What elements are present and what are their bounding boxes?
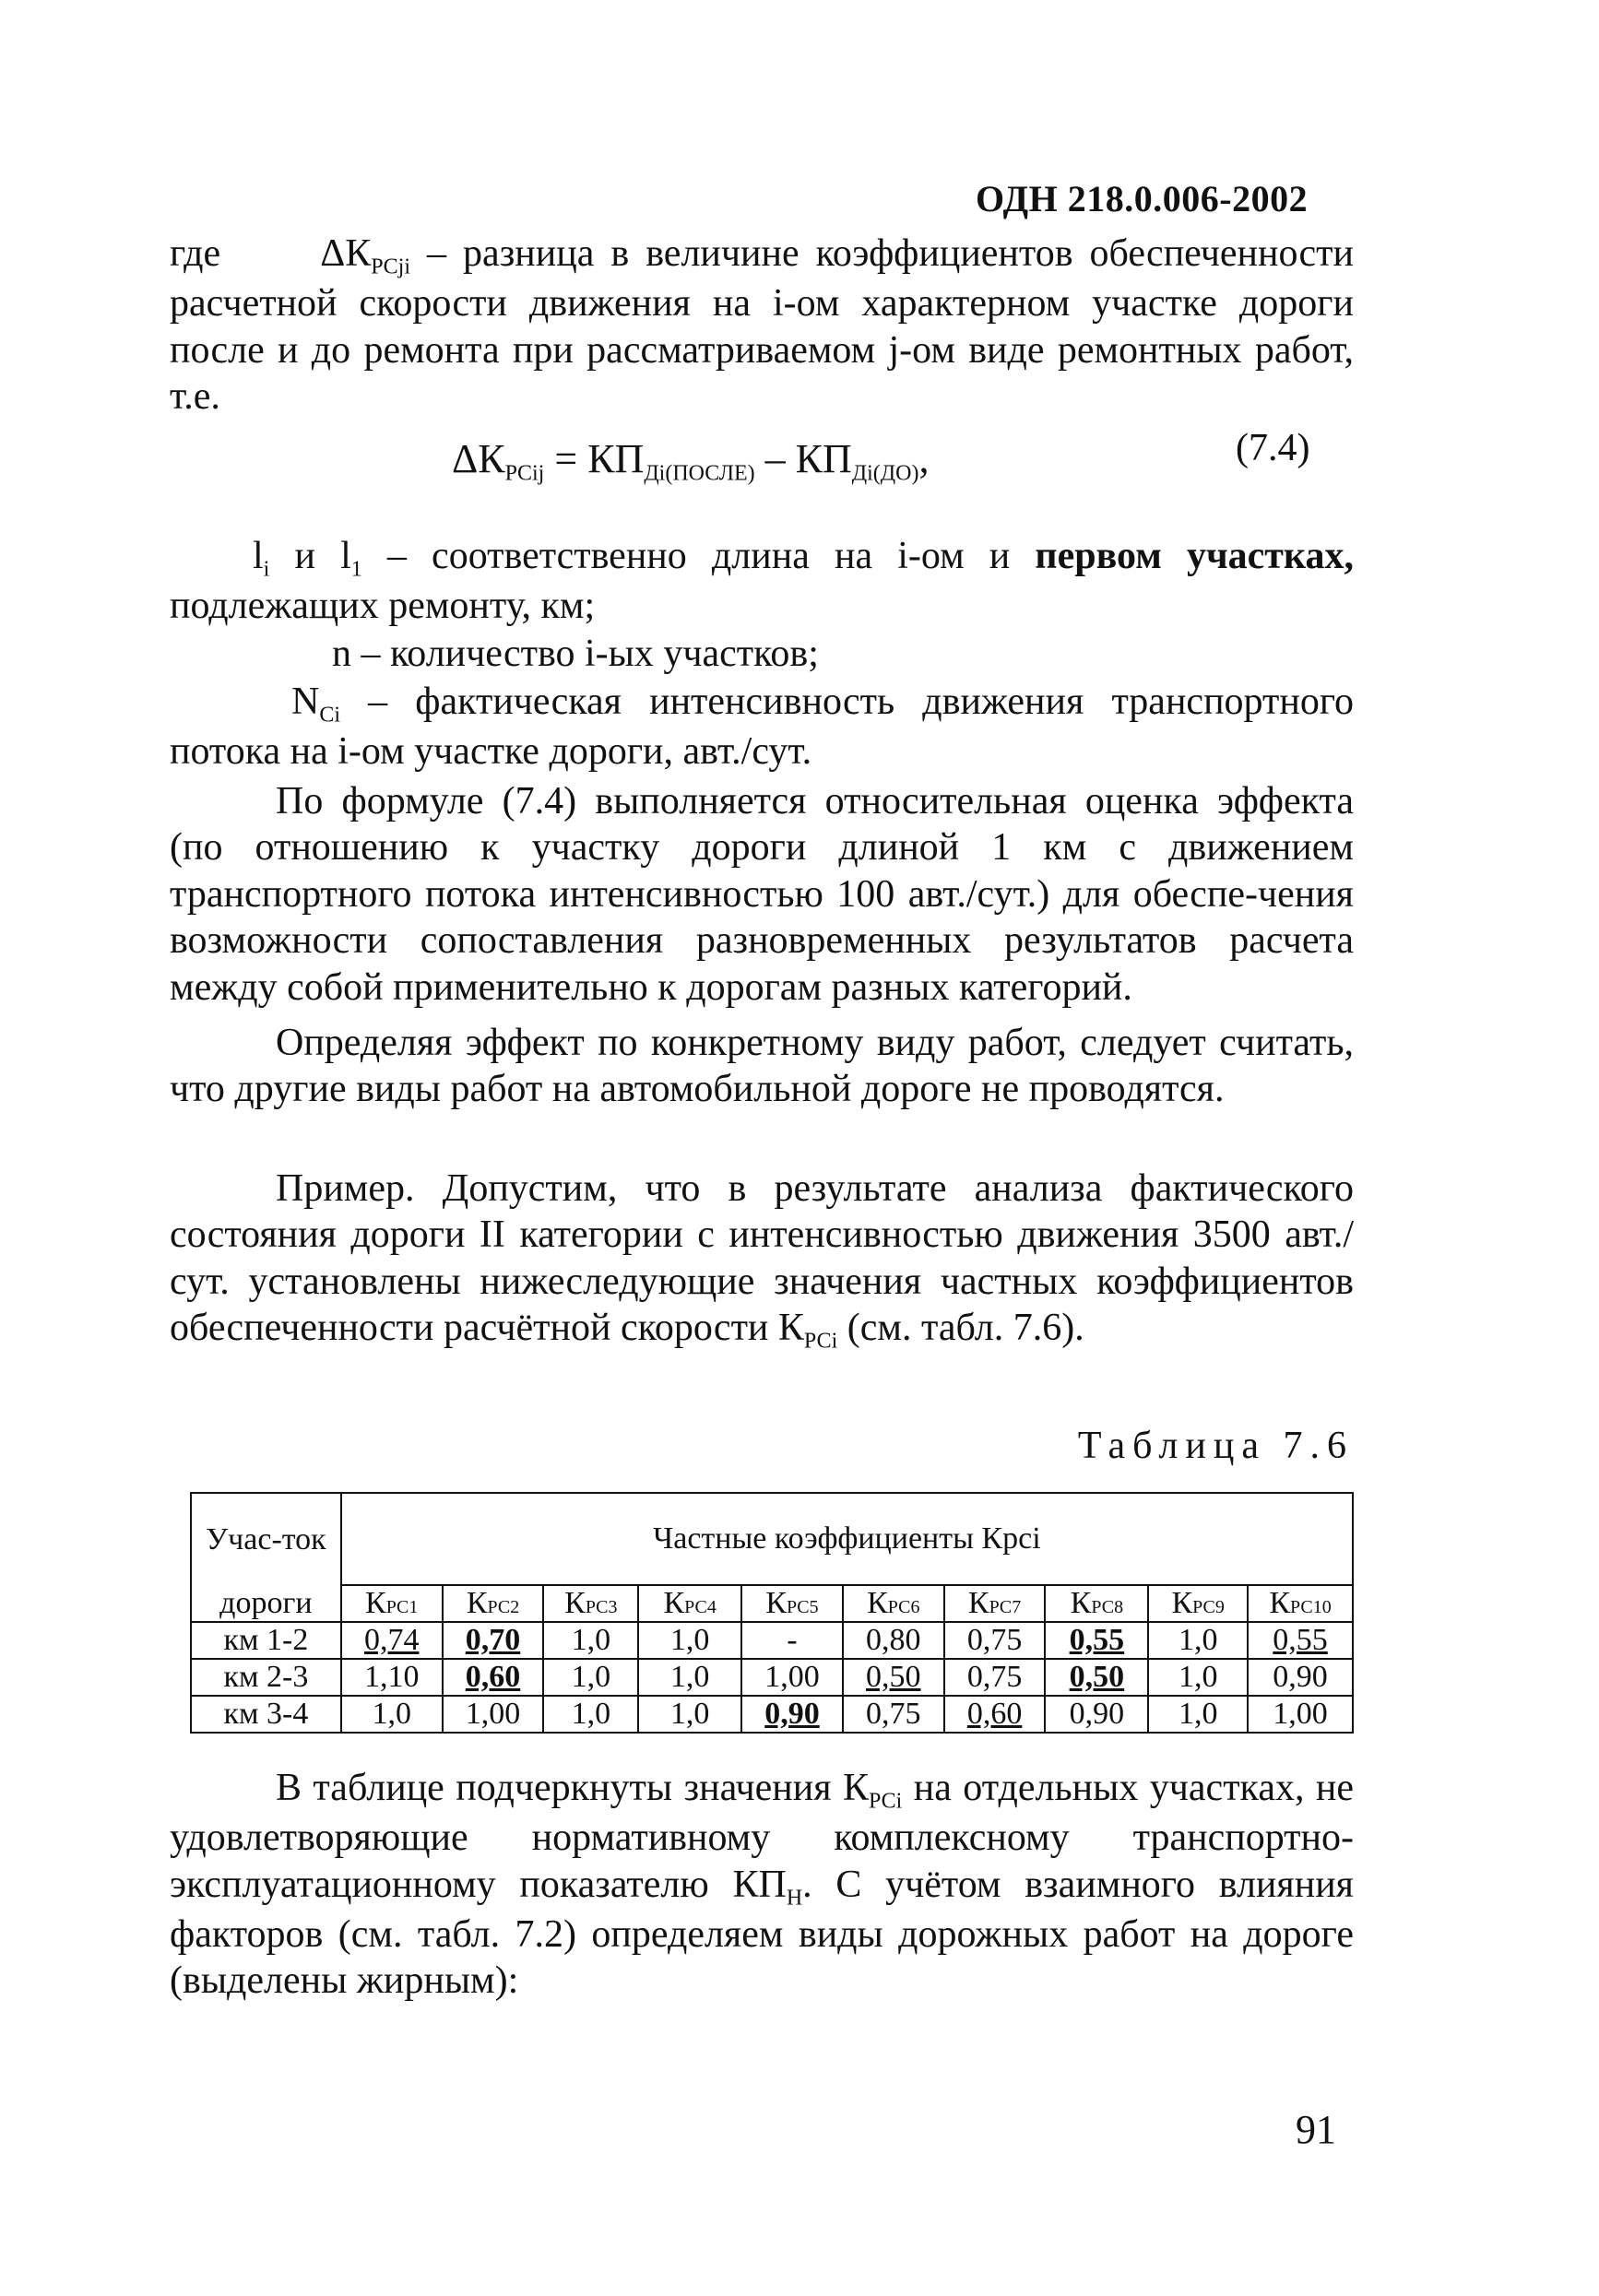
- table-caption: Таблица 7.6: [1077, 1425, 1354, 1467]
- where-word: где: [170, 232, 221, 275]
- length-i-subscript: i: [263, 557, 270, 582]
- table-cell: 1,10: [341, 1659, 443, 1696]
- table-group-header: Частные коэффициенты Крсi: [341, 1493, 1353, 1585]
- intensity-subscript: Ci: [319, 703, 341, 728]
- definition-intensity: [170, 679, 1354, 775]
- table-cell: 1,00: [443, 1696, 544, 1733]
- table-cell: 0,75: [944, 1622, 1046, 1659]
- col-header-krs6: КРС6: [843, 1585, 944, 1622]
- formula-term-2-sub: Дi(ДО): [851, 461, 919, 486]
- table-cell: 0,60: [944, 1696, 1046, 1733]
- paragraph-conclusion: [170, 1765, 1354, 2005]
- table-cell: 1,0: [543, 1622, 638, 1659]
- row-label: км 2-3: [191, 1659, 341, 1696]
- table-body: [191, 1622, 1353, 1733]
- table-corner-bottom: дороги: [191, 1585, 341, 1622]
- table-corner-top: Учас-ток: [191, 1493, 341, 1585]
- table-cell: 1,0: [638, 1622, 741, 1659]
- table-cell: 0,90: [741, 1696, 843, 1733]
- col-header-krs8: КРС8: [1045, 1585, 1148, 1622]
- document-code: ОДН 218.0.006-2002: [976, 178, 1309, 219]
- definition-delta-k: [170, 231, 1354, 420]
- table-cell: 1,0: [543, 1659, 638, 1696]
- formula-term-2: КП: [795, 436, 852, 481]
- intensity-definition: – фактическая интенсивность движения транспортного: [368, 681, 1355, 723]
- conclusion-b-sub: Н: [786, 1885, 803, 1910]
- table-row: [191, 1696, 1353, 1733]
- and-word: и: [294, 535, 315, 577]
- example-tail: (см. табл. 7.6).: [847, 1307, 1084, 1350]
- table-cell: 0,50: [843, 1659, 944, 1696]
- col-header-krs4: КРС4: [638, 1585, 741, 1622]
- row-label: км 1-2: [191, 1622, 341, 1659]
- example-subscript: РСi: [803, 1329, 838, 1354]
- paragraph-example: [170, 1166, 1354, 1355]
- length-1-subscript: 1: [350, 557, 362, 582]
- delta-k-symbol: ΔК: [320, 232, 372, 275]
- definition-count: n – количество i-ых участков;: [332, 633, 819, 675]
- formula-equals: =: [554, 436, 578, 481]
- formula-minus: –: [764, 436, 786, 481]
- example-text: Пример. Допустим, что в результате анализа фактического состояния дороги II категории с интенсивностью движения 3500 авт./сут. установлены нижеследующие значения частных коэффициентов обеспеченности расчётной скорости К: [170, 1167, 1354, 1350]
- table-cell: 1,00: [1248, 1696, 1353, 1733]
- table-cell: 0,75: [843, 1696, 944, 1733]
- col-header-krs10: КРС10: [1248, 1585, 1353, 1622]
- table-cell: 0,74: [341, 1622, 443, 1659]
- table-cell: 1,0: [638, 1696, 741, 1733]
- col-header-krs3: КРС3: [543, 1585, 638, 1622]
- table-cell: 0,70: [443, 1622, 544, 1659]
- conclusion-a: В таблице подчеркнуты значения К: [276, 1767, 870, 1809]
- table-cell: 0,75: [944, 1659, 1046, 1696]
- page-number: 91: [1296, 2107, 1336, 2152]
- col-header-krs5: КРС5: [741, 1585, 843, 1622]
- table-cell: 1,0: [1148, 1696, 1248, 1733]
- formula-term-1: КП: [587, 436, 645, 481]
- conclusion-c: . С учётом взаимного влияния факторов (см. табл. 7.2) определяем виды дорожных работ на дороге (выделены жирным):: [170, 1863, 1355, 2003]
- table-cell: 0,90: [1045, 1696, 1148, 1733]
- definition-lengths: [170, 533, 1354, 630]
- table-cell: 0,60: [443, 1659, 544, 1696]
- table-cell: -: [741, 1622, 843, 1659]
- conclusion-a-sub: РСi: [869, 1789, 903, 1814]
- delta-k-definition: – разница в величине коэффициентов обеспеченности: [427, 232, 1355, 275]
- lengths-definition-cont: подлежащих ремонту, км;: [170, 585, 596, 628]
- formula-term-1-sub: Дi(ПОСЛЕ): [644, 461, 755, 486]
- table-cell: 1,0: [1148, 1659, 1248, 1696]
- paragraph-formula-note: По формуле (7.4) выполняется относительная оценка эффекта (по отношению к участку дороги длиной 1 км с движением транспортного потока интенсивностью 100 авт./сут.) для обеспе-чения возможности сопоставления разновременных результатов расчета между собой применительно к дорогам разных категорий.: [170, 780, 1354, 1009]
- table-row: [191, 1659, 1353, 1696]
- table-cell: 0,90: [1248, 1659, 1353, 1696]
- table-row: [191, 1622, 1353, 1659]
- delta-k-subscript: РCji: [371, 254, 410, 279]
- col-header-krs2: КРС2: [443, 1585, 544, 1622]
- length-1-symbol: l: [340, 535, 351, 577]
- col-header-krs9: КРС9: [1148, 1585, 1248, 1622]
- formula-number: (7.4): [1236, 427, 1310, 469]
- conclusion-b: на отдельных участках, не удовлетворяющие нормативному комплексному транспортно-эксплуатационному показателю КП: [170, 1767, 1354, 1906]
- table-cell: 1,0: [341, 1696, 443, 1733]
- formula-comma: ,: [918, 436, 930, 481]
- intensity-symbol: N: [291, 681, 320, 723]
- paragraph-effect: Определяя эффект по конкретному виду работ, следует считать, что другие виды работ на автомобильной дороге не проводятся.: [170, 1022, 1354, 1111]
- table-cell: 1,00: [741, 1659, 843, 1696]
- intensity-definition-cont: потока на i-ом участке дороги, авт./сут.: [170, 730, 812, 774]
- lengths-definition-bold: первом участках,: [1035, 535, 1354, 577]
- row-label: км 3-4: [191, 1696, 341, 1733]
- formula-lhs-sub: РCij: [504, 461, 545, 486]
- formula-7-4: [452, 435, 930, 486]
- table-cell: 0,55: [1248, 1622, 1353, 1659]
- table-cell: 0,80: [843, 1622, 944, 1659]
- table-cell: 1,0: [543, 1696, 638, 1733]
- col-header-krs1: КРС1: [341, 1585, 443, 1622]
- lengths-definition: – соответственно длина на i-ом и: [386, 535, 1011, 577]
- table-cell: 1,0: [1148, 1622, 1248, 1659]
- table-cell: 0,55: [1045, 1622, 1148, 1659]
- delta-k-definition-cont: расчетной скорости движения на i-ом характерном участке дороги после и до ремонта при рассматриваемом j-ом виде ремонтных работ, т.е.: [170, 282, 1354, 418]
- formula-lhs: ΔК: [452, 436, 505, 481]
- table-cell: 0,50: [1045, 1659, 1148, 1696]
- coefficients-table: [190, 1492, 1354, 1734]
- col-header-krs7: КРС7: [944, 1585, 1046, 1622]
- length-i-symbol: l: [253, 535, 264, 577]
- table-cell: 1,0: [638, 1659, 741, 1696]
